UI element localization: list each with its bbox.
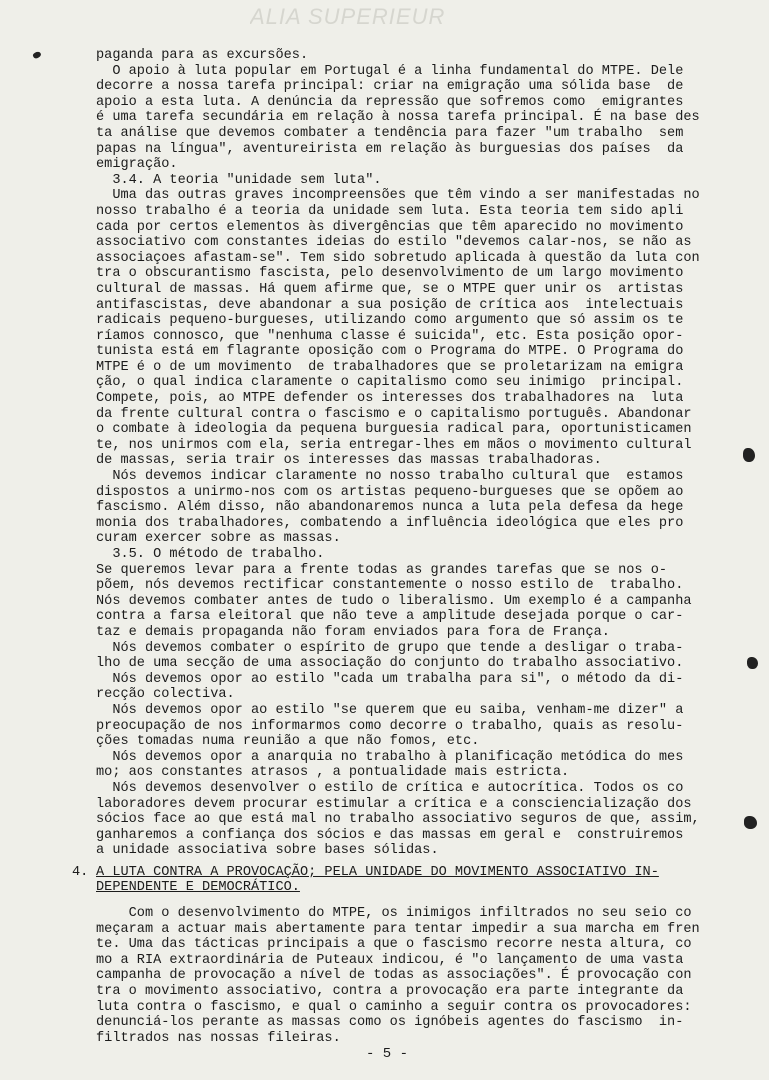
text-line: Nós devemos desenvolver o estilo de crítica e autocrítica. Todos os co [96,780,684,796]
text-line: Nós devemos indicar claramente no nosso trabalho cultural que estamos [96,469,684,485]
text-line: O apoio à luta popular em Portugal é a linha fundamental do MTPE. Dele [96,63,684,79]
section-number: 4. [72,864,89,880]
text-line: te, nos unirmos com ela, seria entregar-lhes em mãos o movimento cultural [96,437,692,453]
text-line: mo a RIA extraordinária de Puteaux indicou, é "o lançamento de uma vasta [96,952,684,968]
watermark: ALIA SUPERIEUR [250,4,446,29]
text-line: MTPE é o de um movimento de trabalhadores que se proletarizam na emigra [96,359,684,375]
text-line: Uma das outras graves incompreensões que têm vindo a ser manifestadas no [96,188,700,204]
text-line: te. Uma das tácticas principais a que o fascismo recorre nesta altura, co [96,937,692,953]
text-line: Compete, pois, ao MTPE defender os interesses dos trabalhadores na luta [96,391,684,407]
text-line: Com o desenvolvimento do MTPE, os inimigos infiltrados no seu seio co [96,906,692,922]
text-line: o combate à ideologia da pequena burguesia radical para, oportunisticamen [96,422,692,438]
section-heading-4 [72,864,708,881]
document-body [72,48,708,1046]
text-line: cada por certos elementos às divergências que têm aparecido no movimento [96,219,684,235]
text-line: associaçoes afastam-se". Tem sido sobretudo aplicada à questão da luta con [96,250,700,266]
text-line: Nós devemos opor ao estilo "cada um trabalha para si", o método da di- [96,671,684,687]
text-line: tra o obscurantismo fascista, pelo desenvolvimento de um largo movimento [96,266,684,282]
text-line: ganharemos a confiança dos sócios e das massas em geral e construiremos [96,827,684,843]
ink-mark [32,50,42,59]
text-line: da frente cultural contra o fascismo e o capitalismo português. Abandonar [96,406,692,422]
text-line: sócios face ao que está mal no trabalho associativo seguros de que, assim, [96,812,700,828]
text-line: Nós devemos opor ao estilo "se querem que eu saiba, venham-me dizer" a [96,702,684,718]
text-line: ções tomadas numa reunião a que não fomos, etc. [96,734,480,750]
text-line: taz e demais propaganda não foram enviados para fora de França. [96,624,610,640]
ink-mark [747,657,758,669]
text-line: ta análise que devemos combater a tendência para fazer "um trabalho sem [96,125,684,141]
text-line: monia dos trabalhadores, combatendo a influência ideológica que eles pro [96,515,684,531]
text-line: papas na língua", aventureirista em relação às burguesias dos países da [96,141,684,157]
ink-mark [744,816,757,829]
text-line: fascismo. Além disso, não abandonaremos nunca a luta pela defesa da hege [96,500,684,516]
text-line: apoio a esta luta. A denúncia da repressão que sofremos como emigrantes [96,94,684,110]
text-line: tra o movimento associativo, contra a provocação era parte integrante da [96,984,684,1000]
text-line: denunciá-los perante as massas como os ignóbeis agentes do fascismo in- [96,1015,684,1031]
heading-line: DEPENDENTE E DEMOCRÁTICO. [96,880,300,896]
text-line: associativo com constantes ideias do estilo "devemos calar-nos, se não as [96,235,692,251]
text-line: campanha de provocação a nível de todas as associações". É provocação con [96,968,692,984]
text-line: luta contra o fascismo, e qual o caminho a seguir contra os provocadores: [96,999,692,1015]
text-line: radicais pequeno-burgueses, utilizando como argumento que só assim os te [96,313,684,329]
text-line: contra a farsa eleitoral que não teve a amplitude desejada porque o car- [96,609,684,625]
text-line: Nós devemos combater antes de tudo o liberalismo. Um exemplo é a campanha [96,593,692,609]
text-line: a unidade associativa sobre bases sólidas. [96,843,439,859]
text-line: põem, nós devemos rectificar constantemente o nosso estilo de trabalho. [96,578,684,594]
text-line: emigração. [96,157,178,173]
page-number: - 5 - [366,1046,409,1062]
heading-line: A LUTA CONTRA A PROVOCAÇÃO; PELA UNIDADE DO MOVIMENTO ASSOCIATIVO IN- [96,864,659,880]
text-line: preocupação de nos informarmos como decorre o trabalho, quais as resolu- [96,718,684,734]
text-line: antifascistas, deve abandonar a sua posição de crítica aos intelectuais [96,297,684,313]
text-line: mo; aos constantes atrasos , a pontualidade mais estricta. [96,765,570,781]
text-line: recção colectiva. [96,687,235,703]
text-line: Se queremos levar para a frente todas as grandes tarefas que se nos o- [96,562,668,578]
text-line: decorre a nossa tarefa principal: criar na emigração uma sólida base de [96,79,684,95]
text-line: Nós devemos combater o espírito de grupo que tende a desligar o traba- [96,640,684,656]
text-line: ção, o qual indica claramente o capitalismo como seu inimigo principal. [96,375,684,391]
section-heading-3-4: 3.4. A teoria "unidade sem luta". [96,172,382,188]
section-heading-3-5: 3.5. O método de trabalho. [96,547,325,562]
text-line: paganda para as excursões. [96,48,309,63]
text-line: lho de uma secção de uma associação do conjunto do trabalho associativo. [96,656,684,672]
text-line: de massas, seria trair os interesses das massas trabalhadoras. [96,453,602,469]
text-line: nosso trabalho é a teoria da unidade sem luta. Esta teoria tem sido apli [96,203,684,219]
text-line: filtrados nas nossas fileiras. [96,1030,341,1046]
text-line: laboradores devem procurar estimular a crítica e a consciencialização dos [96,796,692,812]
text-line: meçaram a actuar mais abertamente para tentar impedir a sua marcha em fren [96,921,700,937]
text-line: dispostos a unirmo-nos com os artistas pequeno-burgueses que se opõem ao [96,484,684,500]
text-line: curam exercer sobre as massas. [96,531,341,547]
text-line: tunista está em flagrante oposição com o Programa do MTPE. O Programa do [96,344,684,360]
text-line: cultural de massas. Há quem afirme que, se o MTPE quer unir os artistas [96,281,684,297]
text-line: ríamos connosco, que "nenhuma classe é suicida", etc. Esta posição opor- [96,328,684,344]
text-line: Nós devemos opor a anarquia no trabalho à planificação metódica do mes [96,749,684,765]
text-line: é uma tarefa secundária em relação à nossa tarefa principal. É na base des [96,110,700,126]
ink-mark [743,448,755,462]
